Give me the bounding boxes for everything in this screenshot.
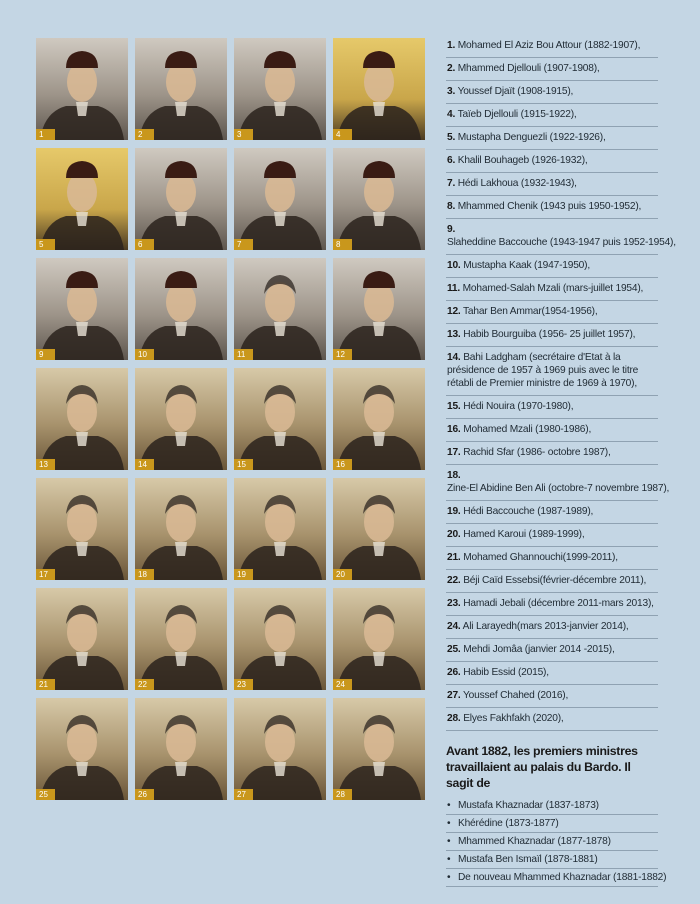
- portrait-number-badge: 4: [333, 129, 352, 140]
- minister-name-and-term: Youssef Chahed (2016),: [463, 690, 569, 701]
- minister-list-item: [446, 58, 658, 81]
- portrait-silhouette-icon: [135, 698, 227, 800]
- portrait-12: [333, 258, 425, 360]
- portrait-silhouette-icon: [135, 368, 227, 470]
- before-1882-minister: Mustafa Khaznadar (1837-1873): [458, 800, 599, 811]
- minister-number: 22.: [447, 575, 461, 586]
- portrait-number-badge: 3: [234, 129, 253, 140]
- minister-number: 11.: [447, 283, 460, 294]
- minister-list-item: [446, 616, 658, 639]
- minister-number: 16.: [447, 424, 461, 435]
- minister-list-item: [446, 35, 658, 58]
- minister-list-item: [446, 150, 658, 173]
- minister-number: 17.: [447, 447, 461, 458]
- portrait-silhouette-icon: [135, 588, 227, 690]
- portrait-silhouette-icon: [234, 38, 326, 140]
- minister-number: 25.: [447, 644, 461, 655]
- minister-name-and-term: Rachid Sfar (1986- octobre 1987),: [463, 447, 611, 458]
- minister-name-and-term: Habib Essid (2015),: [463, 667, 549, 678]
- portrait-number-badge: 1: [36, 129, 55, 140]
- before-1882-list-item: [446, 833, 658, 851]
- portrait-number-badge: 9: [36, 349, 55, 360]
- minister-list-item: [446, 524, 658, 547]
- portrait-8: [333, 148, 425, 250]
- minister-name-and-term: Khalil Bouhageb (1926-1932),: [457, 155, 588, 166]
- portrait-number-badge: 16: [333, 459, 352, 470]
- portrait-2: [135, 38, 227, 140]
- portrait-silhouette-icon: [36, 258, 128, 360]
- portrait-silhouette-icon: [36, 698, 128, 800]
- portrait-silhouette-icon: [234, 478, 326, 580]
- minister-number: 8.: [447, 201, 456, 212]
- minister-list-item: [446, 81, 658, 104]
- minister-name-and-term: Taïeb Djellouli (1915-1922),: [457, 109, 577, 120]
- portrait-number-badge: 8: [333, 239, 352, 250]
- minister-name-and-term: Slaheddine Baccouche (1943-1947 puis 1952-1954),: [447, 237, 676, 248]
- minister-name-and-term: Hédi Lakhoua (1932-1943),: [457, 178, 577, 189]
- portrait-24: [333, 588, 425, 690]
- before-1882-list-item: [446, 851, 658, 869]
- portrait-silhouette-icon: [234, 368, 326, 470]
- portrait-number-badge: 28: [333, 789, 352, 800]
- minister-name-and-term: Mhammed Chenik (1943 puis 1950-1952),: [457, 201, 642, 212]
- portrait-silhouette-icon: [36, 38, 128, 140]
- portrait-silhouette-icon: [333, 588, 425, 690]
- minister-list-item: [446, 465, 670, 501]
- portrait-silhouette-icon: [36, 368, 128, 470]
- minister-list-item: [446, 219, 676, 255]
- portrait-number-badge: 17: [36, 569, 55, 580]
- portrait-silhouette-icon: [234, 148, 326, 250]
- portrait-5: [36, 148, 128, 250]
- minister-list-item: [446, 324, 658, 347]
- minister-list-item: [446, 639, 658, 662]
- portrait-silhouette-icon: [333, 368, 425, 470]
- before-1882-minister: De nouveau Mhammed Khaznadar (1881-1882): [458, 872, 667, 883]
- minister-number: 6.: [447, 155, 456, 166]
- portrait-19: [234, 478, 326, 580]
- minister-number: 9.: [447, 224, 456, 235]
- minister-name-and-term: Mustapha Kaak (1947-1950),: [463, 260, 590, 271]
- minister-list-item: [446, 501, 658, 524]
- minister-number: 7.: [447, 178, 456, 189]
- portrait-number-badge: 14: [135, 459, 154, 470]
- portrait-silhouette-icon: [36, 148, 128, 250]
- minister-list-item: [446, 255, 658, 278]
- minister-name-and-term: Bahi Ladgham (secrétaire d'Etat à la présidence de 1957 à 1969 puis avec le titre rétabli de Premier ministre de 1969 à 1970),: [447, 352, 639, 389]
- minister-list-item: [446, 173, 658, 196]
- minister-list-item: [446, 662, 658, 685]
- minister-name-and-term: Hamed Karoui (1989-1999),: [463, 529, 585, 540]
- minister-list-item: [446, 127, 658, 150]
- portrait-27: [234, 698, 326, 800]
- portrait-number-badge: 2: [135, 129, 154, 140]
- before-1882-minister: Mhammed Khaznadar (1877-1878): [458, 836, 611, 847]
- portrait-23: [234, 588, 326, 690]
- minister-name-and-term: Mhammed Djellouli (1907-1908),: [457, 63, 600, 74]
- portrait-silhouette-icon: [135, 258, 227, 360]
- minister-name-and-term: Hédi Nouira (1970-1980),: [463, 401, 574, 412]
- portrait-silhouette-icon: [135, 148, 227, 250]
- portrait-number-badge: 5: [36, 239, 55, 250]
- portrait-silhouette-icon: [234, 698, 326, 800]
- portrait-10: [135, 258, 227, 360]
- minister-name-and-term: Mohamed El Aziz Bou Attour (1882-1907),: [457, 40, 641, 51]
- portrait-7: [234, 148, 326, 250]
- portrait-number-badge: 23: [234, 679, 253, 690]
- portrait-number-badge: 26: [135, 789, 154, 800]
- portrait-number-badge: 21: [36, 679, 55, 690]
- portrait-number-badge: 19: [234, 569, 253, 580]
- minister-number: 27.: [447, 690, 461, 701]
- portrait-silhouette-icon: [234, 258, 326, 360]
- minister-number: 23.: [447, 598, 461, 609]
- minister-name-and-term: Mohamed Ghannouchi(1999-2011),: [463, 552, 618, 563]
- minister-list-item: [446, 442, 658, 465]
- before-1882-minister: Mustafa Ben Ismaïl (1878-1881): [458, 854, 598, 865]
- bullet-icon: •: [447, 800, 451, 811]
- minister-number: 20.: [447, 529, 461, 540]
- minister-number: 28.: [447, 713, 461, 724]
- minister-name-and-term: Youssef Djaït (1908-1915),: [457, 86, 574, 97]
- portrait-1: [36, 38, 128, 140]
- portrait-silhouette-icon: [333, 38, 425, 140]
- minister-number: 2.: [447, 63, 456, 74]
- minister-list-item: [446, 196, 658, 219]
- minister-number: 19.: [447, 506, 461, 517]
- before-1882-minister: Khérédine (1873-1877): [458, 818, 559, 829]
- minister-number: 3.: [447, 86, 456, 97]
- minister-list-item: [446, 570, 658, 593]
- portrait-22: [135, 588, 227, 690]
- before-1882-list-item: [446, 869, 667, 887]
- portrait-silhouette-icon: [36, 478, 128, 580]
- portrait-grid: [36, 38, 425, 800]
- portrait-number-badge: 12: [333, 349, 352, 360]
- portrait-number-badge: 10: [135, 349, 154, 360]
- minister-name-and-term: Béji Caïd Essebsi(février-décembre 2011),: [463, 575, 647, 586]
- minister-list-item: [446, 396, 658, 419]
- minister-name-and-term: Tahar Ben Ammar(1954-1956),: [463, 306, 598, 317]
- bullet-icon: •: [447, 872, 451, 883]
- minister-number: 14.: [447, 352, 461, 363]
- portrait-silhouette-icon: [333, 258, 425, 360]
- minister-list-item: [446, 685, 658, 708]
- minister-number: 13.: [447, 329, 461, 340]
- minister-name-and-term: Elyes Fakhfakh (2020),: [463, 713, 564, 724]
- minister-name-and-term: Mehdi Jomâa (janvier 2014 -2015),: [463, 644, 615, 655]
- portrait-silhouette-icon: [333, 478, 425, 580]
- minister-list-item: [446, 104, 658, 127]
- portrait-number-badge: 18: [135, 569, 154, 580]
- portrait-18: [135, 478, 227, 580]
- portrait-6: [135, 148, 227, 250]
- portrait-25: [36, 698, 128, 800]
- before-1882-list-item: [446, 797, 658, 815]
- portrait-silhouette-icon: [333, 698, 425, 800]
- portrait-number-badge: 24: [333, 679, 352, 690]
- portrait-number-badge: 7: [234, 239, 253, 250]
- minister-list-item: [446, 547, 658, 570]
- portrait-11: [234, 258, 326, 360]
- minister-number: 12.: [447, 306, 461, 317]
- minister-number: 15.: [447, 401, 461, 412]
- ministers-list: [446, 35, 676, 887]
- minister-name-and-term: Mohamed Mzali (1980-1986),: [463, 424, 592, 435]
- portrait-3: [234, 38, 326, 140]
- portrait-number-badge: 6: [135, 239, 154, 250]
- portrait-9: [36, 258, 128, 360]
- minister-number: 5.: [447, 132, 456, 143]
- minister-list-item: [446, 278, 658, 301]
- portrait-13: [36, 368, 128, 470]
- portrait-20: [333, 478, 425, 580]
- minister-number: 10.: [447, 260, 461, 271]
- before-1882-heading: Avant 1882, les premiers ministres travaillaient au palais du Bardo. Il sagit de: [446, 744, 638, 790]
- portrait-silhouette-icon: [36, 588, 128, 690]
- minister-number: 24.: [447, 621, 461, 632]
- portrait-16: [333, 368, 425, 470]
- portrait-number-badge: 11: [234, 349, 253, 360]
- before-1882-list: [446, 797, 667, 887]
- portrait-14: [135, 368, 227, 470]
- minister-name-and-term: Mohamed-Salah Mzali (mars-juillet 1954),: [462, 283, 644, 294]
- minister-name-and-term: Hamadi Jebali (décembre 2011-mars 2013),: [463, 598, 654, 609]
- minister-list-item: [446, 419, 658, 442]
- bullet-icon: •: [447, 818, 451, 829]
- minister-list-item: [446, 708, 658, 731]
- portrait-15: [234, 368, 326, 470]
- portrait-silhouette-icon: [333, 148, 425, 250]
- portrait-26: [135, 698, 227, 800]
- portrait-28: [333, 698, 425, 800]
- portrait-17: [36, 478, 128, 580]
- portrait-silhouette-icon: [135, 478, 227, 580]
- bullet-icon: •: [447, 854, 451, 865]
- before-1882-list-item: [446, 815, 658, 833]
- portrait-number-badge: 13: [36, 459, 55, 470]
- portrait-number-badge: 15: [234, 459, 253, 470]
- minister-name-and-term: Habib Bourguiba (1956- 25 juillet 1957),: [463, 329, 636, 340]
- minister-number: 4.: [447, 109, 456, 120]
- portrait-21: [36, 588, 128, 690]
- minister-list-item: [446, 301, 658, 324]
- minister-number: 21.: [447, 552, 461, 563]
- minister-name-and-term: Ali Larayedh(mars 2013-janvier 2014),: [462, 621, 629, 632]
- portrait-silhouette-icon: [135, 38, 227, 140]
- portrait-number-badge: 20: [333, 569, 352, 580]
- portrait-number-badge: 27: [234, 789, 253, 800]
- bullet-icon: •: [447, 836, 451, 847]
- minister-name-and-term: Mustapha Denguezli (1922-1926),: [457, 132, 606, 143]
- portrait-number-badge: 25: [36, 789, 55, 800]
- minister-number: 26.: [447, 667, 461, 678]
- portrait-silhouette-icon: [234, 588, 326, 690]
- minister-name-and-term: Zine-El Abidine Ben Ali (octobre-7 novembre 1987),: [447, 483, 670, 494]
- portrait-4: [333, 38, 425, 140]
- minister-name-and-term: Hédi Baccouche (1987-1989),: [463, 506, 594, 517]
- portrait-number-badge: 22: [135, 679, 154, 690]
- minister-list-item: [446, 593, 658, 616]
- minister-number: 18.: [447, 470, 461, 481]
- minister-number: 1.: [447, 40, 456, 51]
- minister-list-item: [446, 347, 658, 396]
